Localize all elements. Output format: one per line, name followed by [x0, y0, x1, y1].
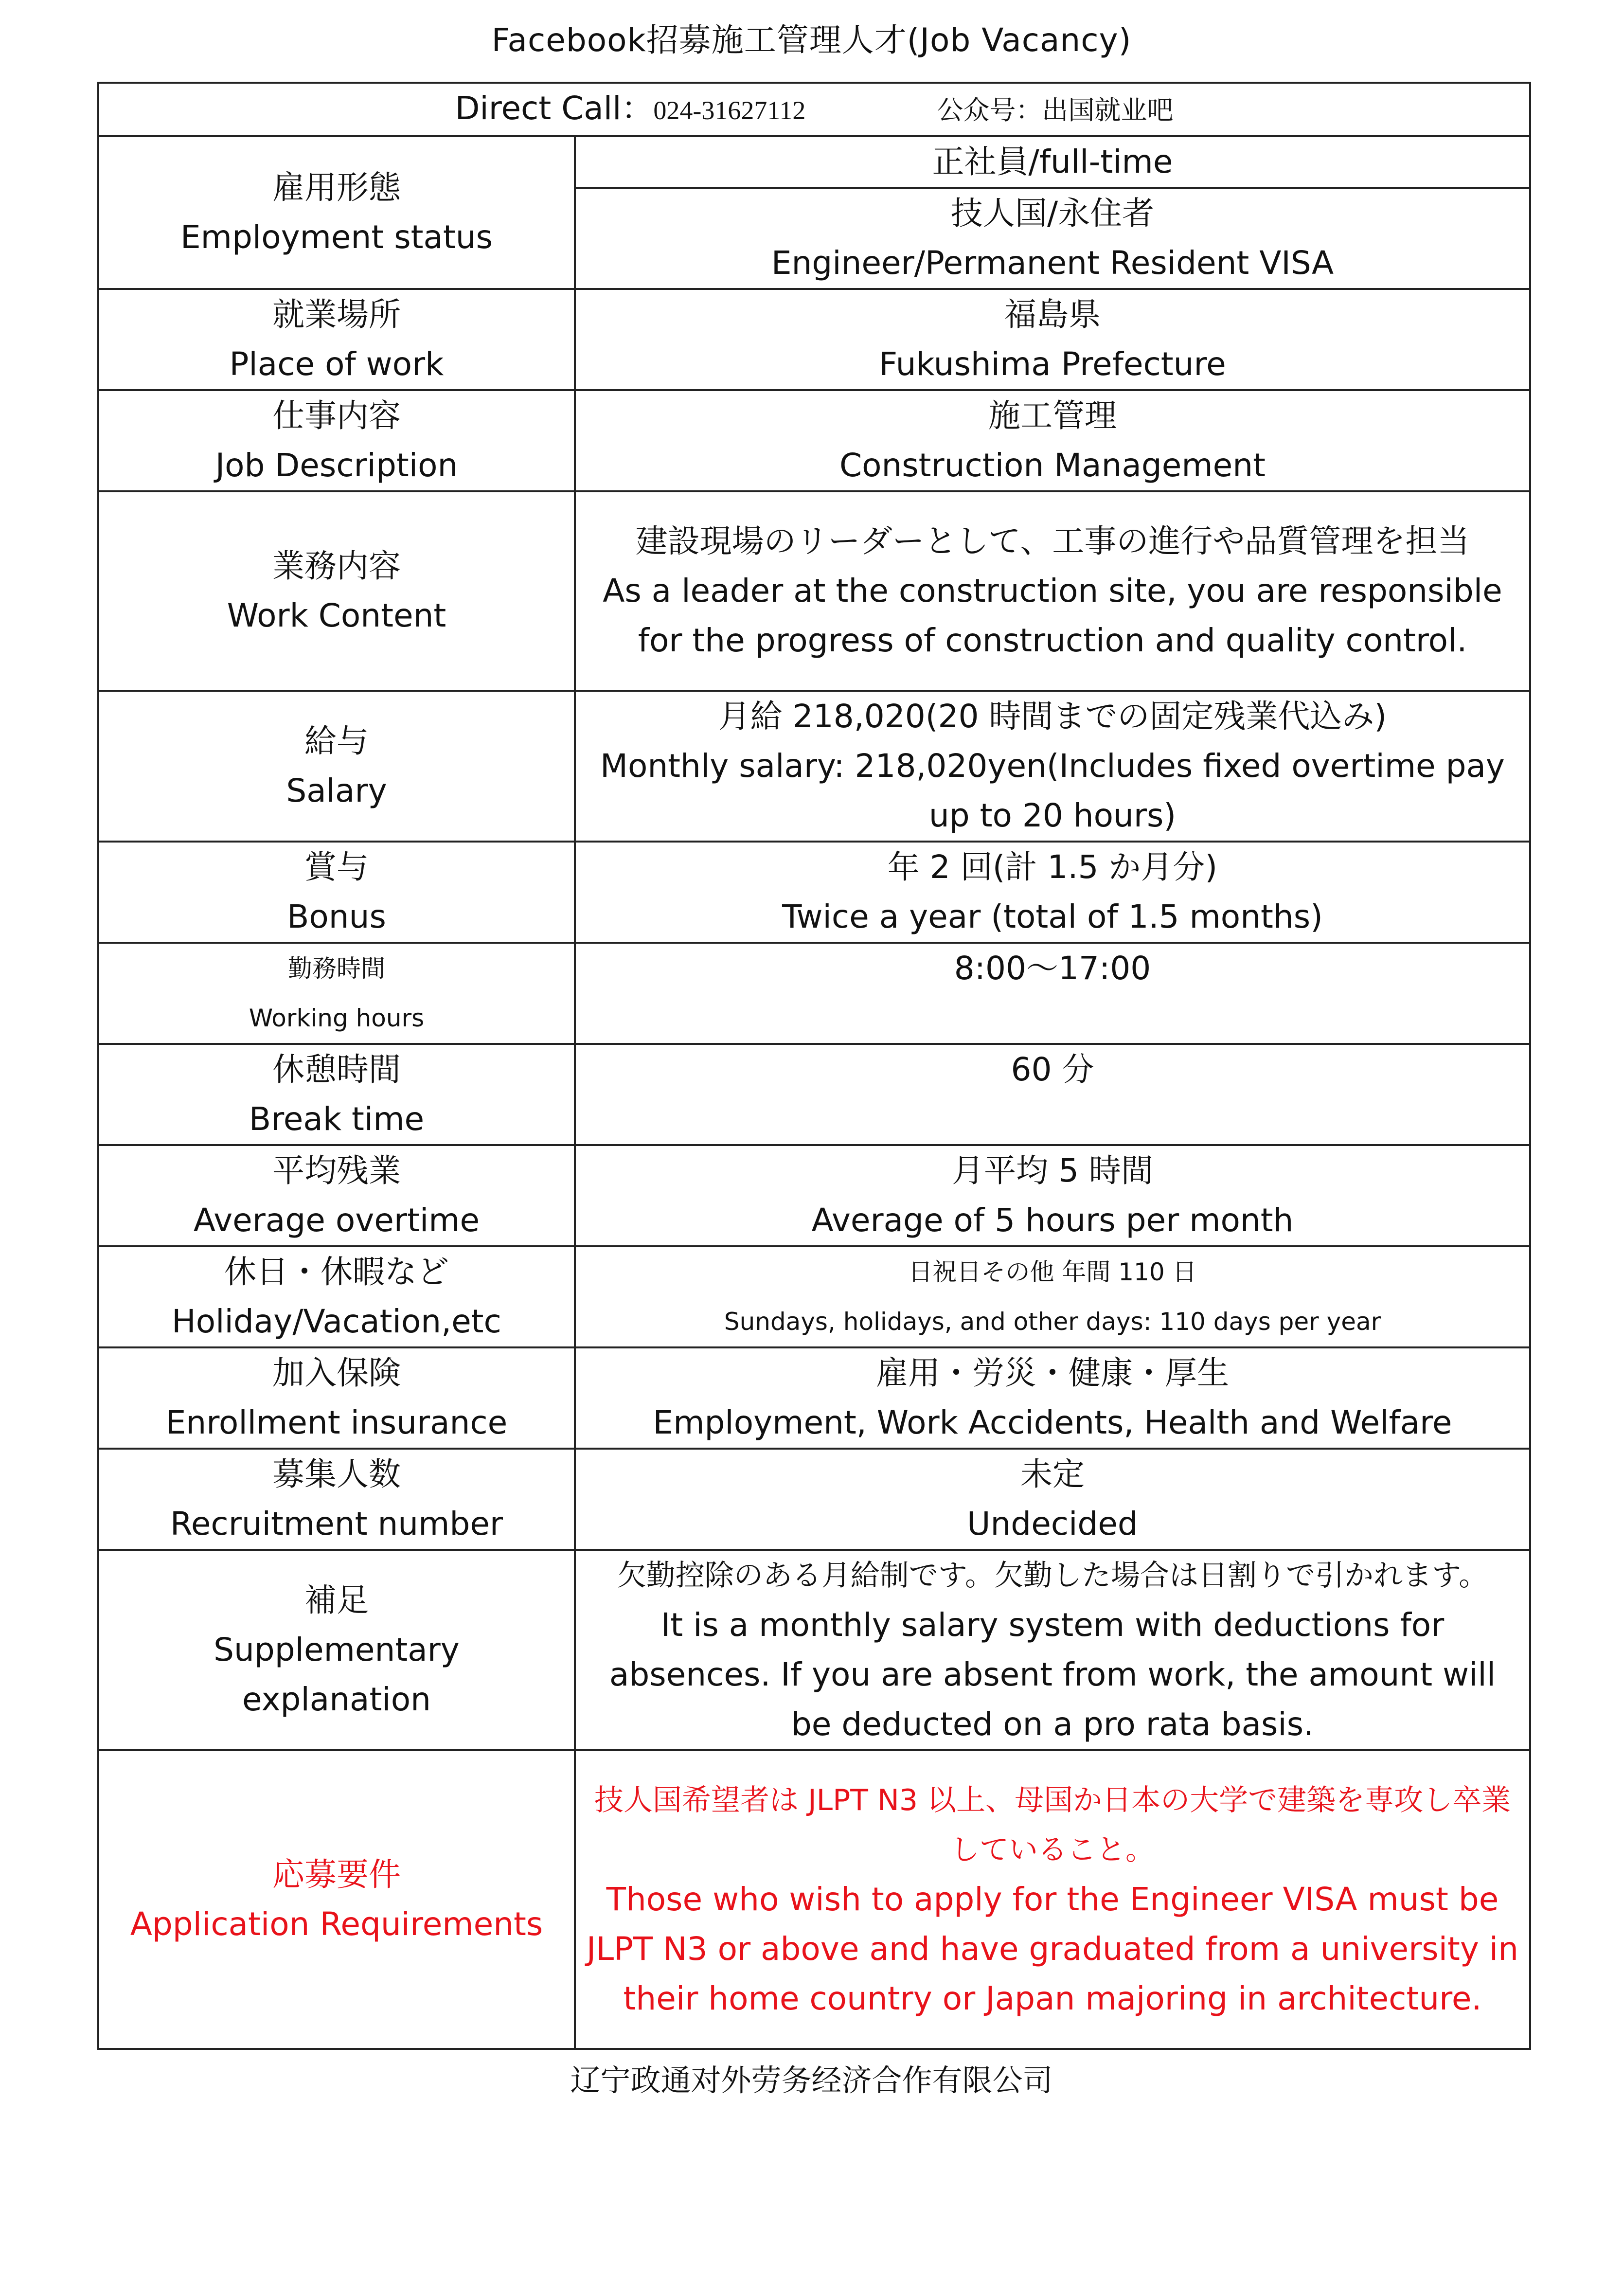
value-jp: 技人国/永住者	[950, 195, 1155, 232]
table-row-place-of-work	[98, 289, 1530, 390]
wechat-account: 公众号：出国就业吧	[937, 96, 1174, 125]
label-en: Recruitment number	[170, 1505, 503, 1543]
label-en: Holiday/Vacation,etc	[172, 1303, 501, 1340]
value-en: Monthly salary: 218,020yen(Includes fixed overtime pay up to 20 hours)	[600, 747, 1505, 834]
label-jp: 平均残業	[272, 1152, 401, 1189]
value-text: 60 分	[1011, 1051, 1094, 1088]
table-row-insurance	[98, 1347, 1530, 1449]
value-cell	[575, 691, 1530, 842]
label-en: Average overtime	[193, 1202, 480, 1239]
value-cell	[575, 1145, 1530, 1246]
value-jp: 月平均 5 時間	[952, 1152, 1153, 1189]
label-cell	[98, 289, 575, 390]
company-name: 辽宁政通对外劳务经济合作有限公司	[570, 2063, 1053, 2098]
label-jp: 加入保険	[272, 1354, 401, 1392]
table-row-salary	[98, 691, 1530, 842]
table-row-job-description	[98, 390, 1530, 491]
label-jp: 募集人数	[272, 1455, 401, 1493]
table-row-holiday	[98, 1246, 1530, 1347]
label-cell	[98, 1044, 575, 1145]
label-jp: 業務内容	[272, 547, 401, 585]
value-cell	[575, 1449, 1530, 1550]
value-jp: 未定	[1020, 1455, 1085, 1493]
label-cell	[98, 842, 575, 943]
table-row-average-overtime	[98, 1145, 1530, 1246]
label-cell	[98, 1449, 575, 1550]
table-row-application-requirements	[98, 1750, 1530, 2049]
label-cell	[98, 1246, 575, 1347]
label-cell	[98, 390, 575, 491]
value-jp: 福島県	[1004, 296, 1101, 333]
value-jp: 月給 218,020(20 時間までの固定残業代込み)	[718, 698, 1387, 735]
label-cell	[98, 691, 575, 842]
value-en: Fukushima Prefecture	[879, 345, 1226, 383]
value-cell	[575, 842, 1530, 943]
label-en: Salary	[286, 772, 387, 809]
table-row-working-hours	[98, 943, 1530, 1044]
label-jp: 雇用形態	[272, 169, 401, 206]
label-en: Job Description	[215, 447, 458, 484]
value-en: Employment, Work Accidents, Health and Welfare	[653, 1404, 1452, 1441]
label-jp: 仕事内容	[272, 397, 401, 434]
value-cell	[575, 390, 1530, 491]
value-jp: 日祝日その他 年間 110 日	[908, 1258, 1197, 1286]
value-en: As a leader at the construction site, you are responsible for the progress of construction and quality control.	[603, 572, 1502, 659]
label-jp: 給与	[304, 722, 369, 760]
label-cell	[98, 1750, 575, 2049]
label-cell	[98, 1347, 575, 1449]
value-en: Undecided	[967, 1505, 1138, 1543]
value-en: Sundays, holidays, and other days: 110 days per year	[724, 1308, 1381, 1336]
value-cell	[575, 1347, 1530, 1449]
label-cell	[98, 943, 575, 1044]
value-jp: 技人国希望者は JLPT N3 以上、母国か日本の大学で建築を専攻し卒業していること。	[594, 1783, 1511, 1867]
value-en: Engineer/Permanent Resident VISA	[771, 244, 1334, 282]
value-cell	[575, 1044, 1530, 1145]
value-cell	[575, 1550, 1530, 1750]
value-jp: 建設現場のリーダーとして、工事の進行や品質管理を担当	[635, 522, 1470, 560]
table-row-bonus	[98, 842, 1530, 943]
label-jp: 補足	[304, 1581, 369, 1619]
value-cell	[575, 136, 1530, 188]
label-en: Work Content	[227, 597, 446, 634]
value-en: Construction Management	[839, 447, 1266, 484]
contact-row	[98, 83, 1530, 136]
label-jp: 休憩時間	[272, 1051, 401, 1088]
value-text: 正社員/full-time	[932, 143, 1173, 180]
value-en: It is a monthly salary system with deductions for absences. If you are absent from work, the amount will be deducted on a pro rata basis.	[609, 1606, 1496, 1743]
page-title: Facebook招募施工管理人才(Job Vacancy)	[491, 21, 1132, 59]
label-cell	[98, 491, 575, 691]
label-jp: 応募要件	[272, 1856, 401, 1893]
value-jp: 年 2 回(計 1.5 か月分)	[887, 848, 1218, 886]
value-cell	[575, 188, 1530, 289]
value-jp: 施工管理	[988, 397, 1117, 434]
table-row-employment-status	[98, 136, 1530, 188]
value-en: Those who wish to apply for the Engineer VISA must be JLPT N3 or above and have graduated from a university in their home country or Japan majoring in architecture.	[586, 1881, 1519, 2017]
value-cell	[575, 1246, 1530, 1347]
table-row-work-content	[98, 491, 1530, 691]
value-jp: 欠勤控除のある月給制です。欠勤した場合は日割りで引かれます。	[617, 1559, 1488, 1593]
value-cell	[575, 491, 1530, 691]
label-jp: 就業場所	[272, 296, 401, 333]
label-cell	[98, 136, 575, 289]
label-en: Break time	[249, 1100, 425, 1138]
job-table	[97, 82, 1531, 2050]
value-jp: 雇用・労災・健康・厚生	[876, 1354, 1229, 1392]
label-en: Application Requirements	[130, 1905, 543, 1943]
value-en: Average of 5 hours per month	[811, 1202, 1294, 1239]
label-en: Enrollment insurance	[165, 1404, 508, 1441]
value-text: 8:00～17:00	[954, 950, 1151, 987]
table-row-recruitment-number	[98, 1449, 1530, 1550]
label-cell	[98, 1145, 575, 1246]
table-row-supplementary	[98, 1550, 1530, 1750]
label-en: Place of work	[229, 345, 444, 383]
label-jp: 休日・休暇など	[224, 1253, 449, 1291]
label-en: Supplementary explanation	[214, 1631, 460, 1718]
direct-call-label: Direct Call：	[455, 90, 654, 127]
table-row-break-time	[98, 1044, 1530, 1145]
value-cell	[575, 289, 1530, 390]
label-jp: 賞与	[304, 848, 369, 886]
label-en: Bonus	[287, 898, 386, 935]
value-cell	[575, 1750, 1530, 2049]
contact-cell	[98, 83, 1530, 136]
phone-number: 024-31627112	[653, 96, 806, 125]
value-en: Twice a year (total of 1.5 months)	[782, 898, 1323, 935]
label-en: Working hours	[249, 1004, 425, 1032]
value-cell	[575, 943, 1530, 1044]
label-en: Employment status	[180, 218, 493, 256]
label-cell	[98, 1550, 575, 1750]
label-jp: 勤務時間	[288, 954, 385, 983]
